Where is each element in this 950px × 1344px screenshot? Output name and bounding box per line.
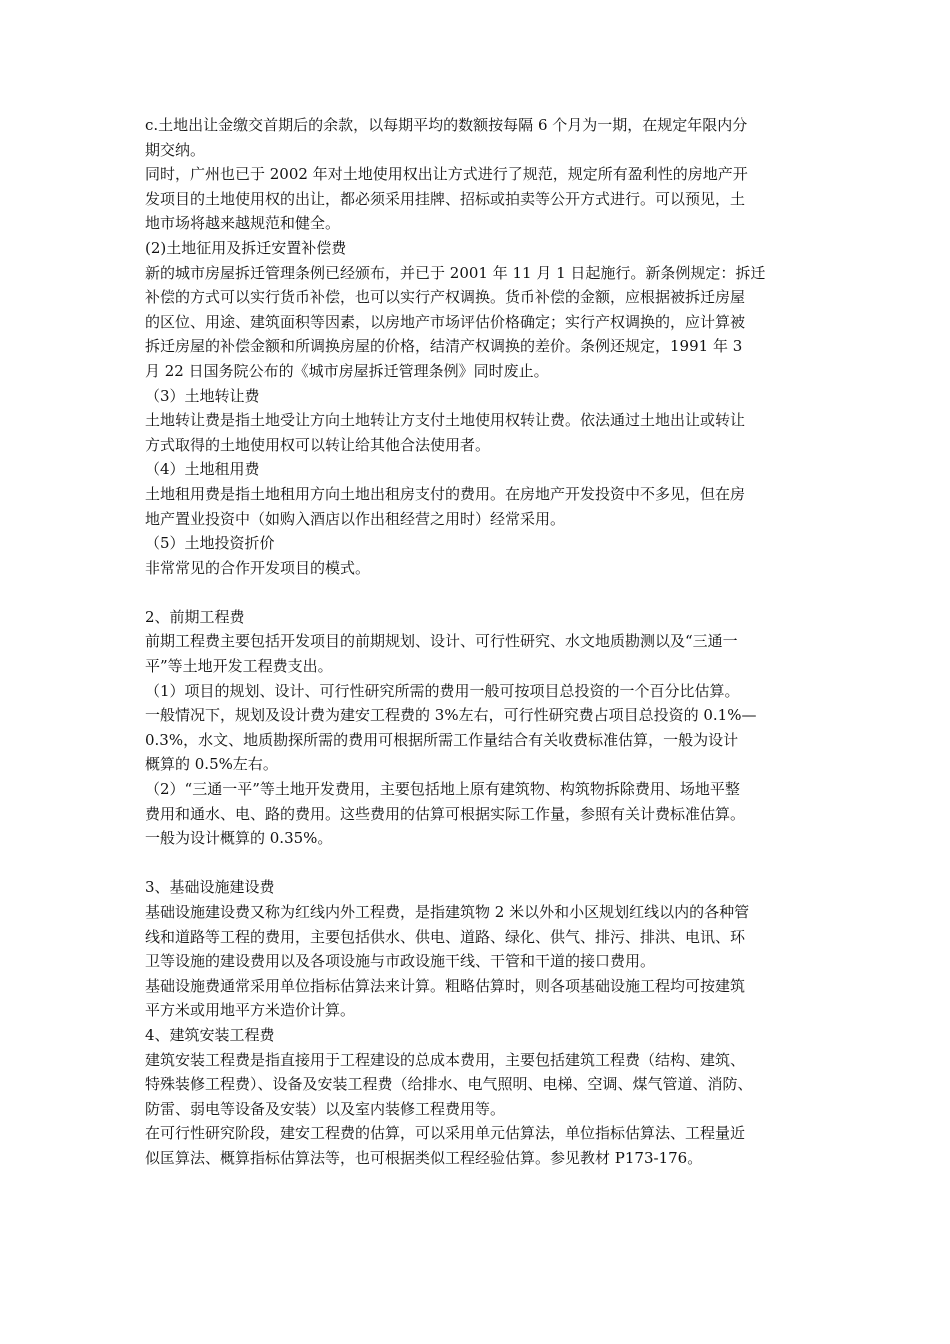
text-line: 一般为设计概算的 0.35%。	[145, 829, 333, 848]
text-line: 土地转让费是指土地受让方向土地转让方支付土地使用权转让费。依法通过土地出让或转让	[145, 411, 746, 430]
text-line: 前期工程费主要包括开发项目的前期规划、设计、可行性研究、水文地质勘测以及“三通一	[145, 632, 738, 651]
text-line: 发项目的土地使用权的出让，都必须采用挂牌、招标或拍卖等公开方式进行。可以预见，土	[145, 189, 746, 208]
section-heading: 3、基础设施建设费	[145, 878, 275, 897]
text-line: 同时，广州也已于 2002 年对土地使用权出让方式进行了规范，规定所有盈利性的房地产开	[145, 165, 748, 184]
text-line: 0.3%，水文、地质勘探所需的费用可根据所需工作量结合有关收费标准估算，一般为设计	[145, 730, 739, 749]
text-line: 地产置业投资中（如购入酒店以作出租经营之用时）经常采用。	[145, 509, 566, 528]
text-line: 在可行性研究阶段，建安工程费的估算，可以采用单元估算法，单位指标估算法、工程量近	[145, 1124, 746, 1143]
text-line: 平方米或用地平方米造价计算。	[145, 1001, 356, 1020]
text-line: 的区位、用途、建筑面积等因素，以房地产市场评估价格确定；实行产权调换的，应计算被	[145, 312, 746, 331]
section-heading: （4）土地租用费	[145, 460, 260, 479]
text-line: 建筑安装工程费是指直接用于工程建设的总成本费用，主要包括建筑工程费（结构、建筑、	[145, 1050, 746, 1069]
text-line: 期交纳。	[145, 140, 206, 159]
text-line: c.土地出让金缴交首期后的余款，以每期平均的数额按每隔 6 个月为一期，在规定年限内分	[145, 116, 748, 134]
text-line: 一般情况下，规划及设计费为建安工程费的 3%左右，可行性研究费占项目总投资的 0.1%—	[145, 706, 757, 725]
text-line: 基础设施建设费又称为红线内外工程费，是指建筑物 2 米以外和小区规划红线以内的各种管	[145, 903, 750, 921]
text-line: 土地租用费是指土地租用方向土地出租房支付的费用。在房地产开发投资中不多见，但在房	[145, 484, 746, 503]
text-line: 基础设施费通常采用单位指标估算法来计算。粗略估算时，则各项基础设施工程均可按建筑	[145, 976, 746, 995]
document-page	[145, 113, 810, 1171]
text-line: 平”等土地开发工程费支出。	[145, 657, 333, 676]
text-line: 似匡算法、概算指标估算法等，也可根据类似工程经验估算。参见教材 P173-176。	[145, 1148, 703, 1167]
text-line: 概算的 0.5%左右。	[145, 755, 278, 774]
text-line: （1）项目的规划、设计、可行性研究所需的费用一般可按项目总投资的一个百分比估算。	[145, 681, 740, 700]
text-line: 费用和通水、电、路的费用。这些费用的估算可根据实际工作量，参照有关计费标准估算。	[145, 804, 746, 823]
blank-line	[145, 851, 810, 876]
text-line: 非常常见的合作开发项目的模式。	[145, 558, 371, 577]
text-line: 地市场将越来越规范和健全。	[145, 214, 341, 233]
text-line: 月 22 日国务院公布的《城市房屋拆迁管理条例》同时废止。	[145, 361, 549, 380]
text-line: （2）“三通一平”等土地开发费用，主要包括地上原有建筑物、构筑物拆除费用、场地平整	[145, 780, 740, 799]
text-line: 拆迁房屋的补偿金额和所调换房屋的价格，结清产权调换的差价。条例还规定，1991 年 3	[145, 337, 743, 356]
text-line: 卫等设施的建设费用以及各项设施与市政设施干线、干管和干道的接口费用。	[145, 952, 656, 971]
text-line: 方式取得的土地使用权可以转让给其他合法使用者。	[145, 435, 491, 454]
section-heading: 2、前期工程费	[145, 607, 245, 626]
section-heading: （3）土地转让费	[145, 386, 260, 405]
text-line: 新的城市房屋拆迁管理条例已经颁布，并已于 2001 年 11 月 1 日起施行。新条例规定：拆迁	[145, 263, 766, 282]
section-heading: (2)土地征用及拆迁安置补偿费	[145, 238, 347, 257]
section-heading: 4、建筑安装工程费	[145, 1025, 275, 1044]
text-line: 特殊装修工程费）、设备及安装工程费（给排水、电气照明、电梯、空调、煤气管道、消防、	[145, 1075, 753, 1094]
section-heading: （5）土地投资折价	[145, 534, 275, 553]
text-line: 防雷、弱电等设备及安装）以及室内装修工程费用等。	[145, 1099, 506, 1118]
blank-line	[145, 580, 810, 605]
text-line: 线和道路等工程的费用，主要包括供水、供电、道路、绿化、供气、排污、排洪、电讯、环	[145, 927, 746, 946]
text-line: 补偿的方式可以实行货币补偿，也可以实行产权调换。货币补偿的金额，应根据被拆迁房屋	[145, 288, 746, 307]
